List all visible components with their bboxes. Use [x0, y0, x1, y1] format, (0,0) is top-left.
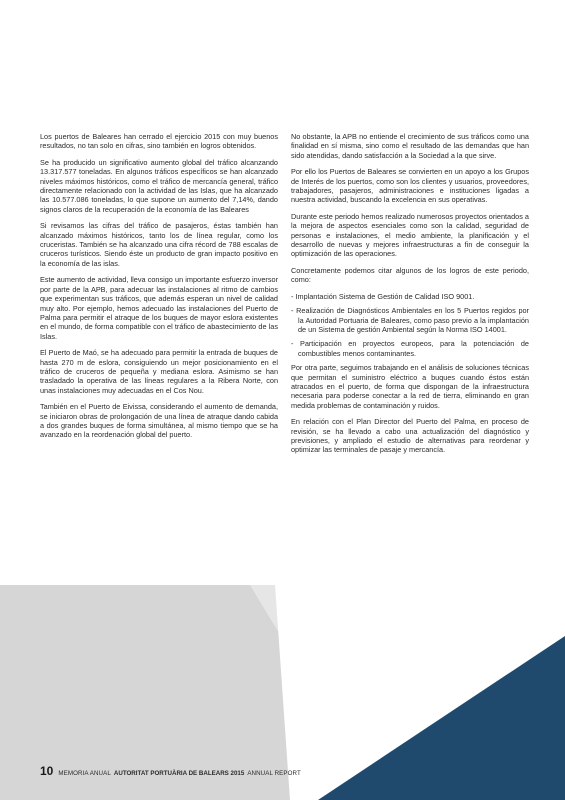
bullet-item: - Participación en proyectos europeos, para la potenciación de combustibles menos contaminantes.	[291, 339, 529, 358]
body-columns	[40, 132, 530, 462]
bullet-item: - Realización de Diagnósticos Ambientales en los 5 Puertos regidos por la Autoridad Portuaria de Baleares, como paso previo a la implantación de un Sistema de gestión Ambiental según la Norma ISO 14001.	[291, 306, 529, 334]
bullet-item: - Implantación Sistema de Gestión de Calidad ISO 9001.	[291, 291, 475, 301]
paragraph: El Puerto de Maó, se ha adecuado para permitir la entrada de buques de hasta 270 m de eslora, consiguiendo un mejor posicionamiento en el tráfico de cruceros de pequeña y mediana eslora. Asimismo se han trasladado la operativa de las líneas regulares a la Ribera Norte, con unas instalaciones muy adecuadas en el Cos Nou.	[40, 348, 278, 395]
paragraph: Este aumento de actividad, lleva consigo un importante esfuerzo inversor por parte de la APB, para adecuar las instalaciones al ritmo de cambios que experimentan sus tráficos, que además esperan un nivel de calidad muy alto. Por ejemplo, hemos adecuado las instalaciones del Puerto de Palma para permitir el atraque de los buques de mayor eslora existentes en el mundo, de forma compatible con el tráfico de abastecimiento de las Islas.	[40, 275, 278, 341]
paragraph: No obstante, la APB no entiende el crecimiento de sus tráficos como una finalidad en sí misma, sino como el resultado de las demandas que han sido atendidas, dando satisfacción a la Sociedad a la que sirve.	[291, 132, 529, 160]
footer-report-label: ANNUAL REPORT	[247, 770, 301, 777]
paragraph: Concretamente podemos citar algunos de los logros de este periodo, como:	[291, 265, 529, 285]
right-column	[291, 132, 529, 462]
paragraph: Por otra parte, seguimos trabajando en el análisis de soluciones técnicas que permitan el suministro eléctrico a buques cuando éstos están atracados en el puerto, de forma que dispongan de la infraestructura necesaria para poderse conectar a la red de tierra, eliminando en gran medida problemas de contaminación y ruidos.	[291, 363, 529, 410]
paragraph: Si revisamos las cifras del tráfico de pasajeros, éstas también han alcanzado máximos históricos, tanto los de línea regular, como los cruceristas. También se ha alcanzado una cifra récord de 788 escalas de cruceros turísticos. Siendo éste un producto de gran impacto positivo en la economía de las islas.	[40, 221, 278, 268]
page-footer	[40, 764, 301, 778]
paragraph: También en el Puerto de Eivissa, considerando el aumento de demanda, se iniciaron obras de prolongación de una línea de atraque dando cabida a dos grandes buques de forma simultánea, al mismo tiempo que se ha avanzado en la reordenación global del puerto.	[40, 402, 278, 440]
footer-authority-label: AUTORITAT PORTUÀRIA DE BALEARS 2015	[113, 770, 245, 777]
page-number: 10	[40, 764, 54, 778]
left-column	[40, 132, 278, 462]
paragraph: Los puertos de Baleares han cerrado el ejercicio 2015 con muy buenos resultados, no tan solo en cifras, sino también en logros obtenidos.	[40, 132, 278, 151]
paragraph: En relación con el Plan Director del Puerto del Palma, en proceso de revisión, se ha llevado a cabo una actualización del diagnóstico y previsiones, y ampliado el estudio de alternativas para reordenar y optimizar las terminales de pasaje y mercancía.	[291, 417, 529, 455]
paragraph: Por ello los Puertos de Baleares se convierten en un apoyo a los Grupos de Interés de los puertos, como son los clientes y usuarios, proveedores, trabajadores, pasajeros, administraciones e instituciones ligadas a nuestra actividad, buscando la excelencia en sus operativas.	[291, 167, 529, 205]
paragraph: Se ha producido un significativo aumento global del tráfico alcanzando 13.317.577 toneladas. En algunos tráficos específicos se han alcanzado niveles máximos históricos, como el tráfico de mercancía general, tráfico directamente relacionado con la actividad de las Islas, que ha alcanzado las 10.577.086 toneladas, lo que supone un aumento del 7,14%, dando signos claros de la recuperación de la economía de las Baleares	[40, 157, 278, 214]
paragraph: Durante este periodo hemos realizado numerosos proyectos orientados a la mejora de aspectos esenciales como son la calidad, seguridad de personas e instalaciones, el medio ambiente, la planificación y el desarrollo de nuevas y mejores infraestructuras a fin de conseguir la optimización de las operaciones.	[291, 211, 529, 259]
footer-memoria-label: MEMORIA ANUAL	[58, 770, 111, 777]
